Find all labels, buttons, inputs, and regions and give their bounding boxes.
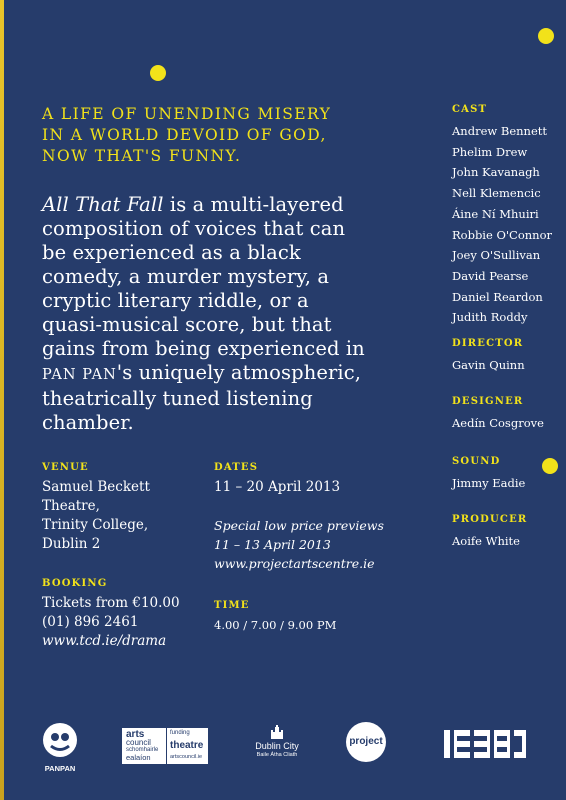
director-name: Gavin Quinn xyxy=(452,358,525,372)
decorative-dot-top xyxy=(150,65,166,81)
cast-member: John Kavanagh xyxy=(452,165,540,180)
intro-paragraph xyxy=(42,193,372,435)
booking-section xyxy=(42,578,180,651)
booking-label: BOOKING xyxy=(42,578,108,589)
dates-section xyxy=(214,462,384,573)
project-text: project xyxy=(349,736,383,747)
funding-text: funding xyxy=(170,730,190,736)
cast-member: Phelim Drew xyxy=(452,144,528,159)
cast-member: Áine Ní Mhuiri xyxy=(452,206,539,221)
sound-section xyxy=(452,456,525,494)
preview-title: Special low price previews xyxy=(214,518,384,533)
time-section xyxy=(214,600,336,635)
company-name: PAN PAN xyxy=(42,367,117,383)
venue-line-1: Samuel Beckett xyxy=(42,479,150,495)
cast-member: Judith Roddy xyxy=(452,310,528,325)
producer-label: PRODUCER xyxy=(452,514,528,525)
booking-phone: (01) 896 2461 xyxy=(42,614,139,630)
dublin-city-logo xyxy=(244,724,310,768)
schomhairle-text: schomhairle xyxy=(126,747,159,753)
venue-label: VENUE xyxy=(42,462,89,473)
dates-main: 11 – 20 April 2013 xyxy=(214,479,341,495)
intro-text-1: is a multi-layered composition of voices that can be experienced as a black comedy, a murder mystery, a cryptic literary riddle, or a quasi-musical score, but that gains from being experienced in xyxy=(42,193,365,360)
dublin-irish-text: Baile Átha Cliath xyxy=(256,752,298,758)
venue-line-3: Trinity College, xyxy=(42,517,149,533)
designer-label: DESIGNER xyxy=(452,396,524,407)
cast-member: Daniel Reardon xyxy=(452,289,543,304)
cast-section xyxy=(452,104,552,328)
time-label: TIME xyxy=(214,600,250,611)
sound-label: SOUND xyxy=(452,456,501,467)
sound-name: Jimmy Eadie xyxy=(452,476,526,490)
artscouncil-url-text: artscouncil.ie xyxy=(170,754,203,760)
ealaion-text: ealaíon xyxy=(126,753,151,762)
venue-section xyxy=(42,462,150,554)
arts-text: arts xyxy=(126,729,145,740)
producer-name: Aoife White xyxy=(452,534,520,548)
cast-member: Andrew Bennett xyxy=(452,124,547,138)
panpan-logo xyxy=(42,722,78,772)
intro-text-2: 's uniquely atmospheric, theatrically tuned listening chamber. xyxy=(42,361,362,434)
theatre-text: theatre xyxy=(170,740,204,751)
cast-member: David Pearse xyxy=(452,268,529,283)
time-value: 4.00 / 7.00 / 9.00 PM xyxy=(214,618,337,632)
cast-member: Joey O'Sullivan xyxy=(452,248,541,263)
designer-name: Aedín Cosgrove xyxy=(452,416,544,430)
tagline-line-3: NOW THAT'S FUNNY. xyxy=(42,147,242,165)
venue-line-2: Theatre, xyxy=(42,498,100,514)
tagline-line-1: A LIFE OF UNENDING MISERY xyxy=(42,105,332,123)
booking-url-link[interactable]: www.tcd.ie/drama xyxy=(42,633,167,649)
decorative-dot-right-top xyxy=(538,28,554,44)
tagline-line-2: IN A WORLD DEVOID OF GOD, xyxy=(42,126,327,144)
cast-member: Robbie O'Connor xyxy=(452,227,552,242)
show-title: All That Fall xyxy=(42,193,164,216)
designer-section xyxy=(452,396,544,434)
arts-divider xyxy=(166,728,167,764)
venue-line-4: Dublin 2 xyxy=(42,536,101,552)
director-label: DIRECTOR xyxy=(452,338,524,349)
left-edge-strip xyxy=(0,0,4,800)
cast-member: Nell Klemencic xyxy=(452,186,541,201)
sponsor-logos xyxy=(0,720,566,780)
panpan-text: PANPAN xyxy=(44,764,76,773)
project-logo xyxy=(346,722,386,762)
dates-url-link[interactable]: www.projectartscentre.ie xyxy=(214,556,375,571)
arts-council-logo xyxy=(122,728,208,764)
council-text: council xyxy=(126,738,151,747)
castle-icon xyxy=(269,724,285,740)
dates-label: DATES xyxy=(214,462,259,473)
panpan-icon xyxy=(42,722,78,758)
decorative-dot-right-middle xyxy=(542,458,558,474)
festival-mark-icon xyxy=(444,730,526,758)
director-section xyxy=(452,338,525,376)
cast-label: CAST xyxy=(452,104,488,115)
booking-tickets: Tickets from €10.00 xyxy=(42,595,180,611)
festival-logo xyxy=(444,730,526,758)
tagline xyxy=(42,104,331,167)
venue-lines xyxy=(42,478,150,554)
producer-section xyxy=(452,514,527,552)
dublin-city-text: Dublin City xyxy=(255,741,299,751)
preview-dates: 11 – 13 April 2013 xyxy=(214,537,331,552)
